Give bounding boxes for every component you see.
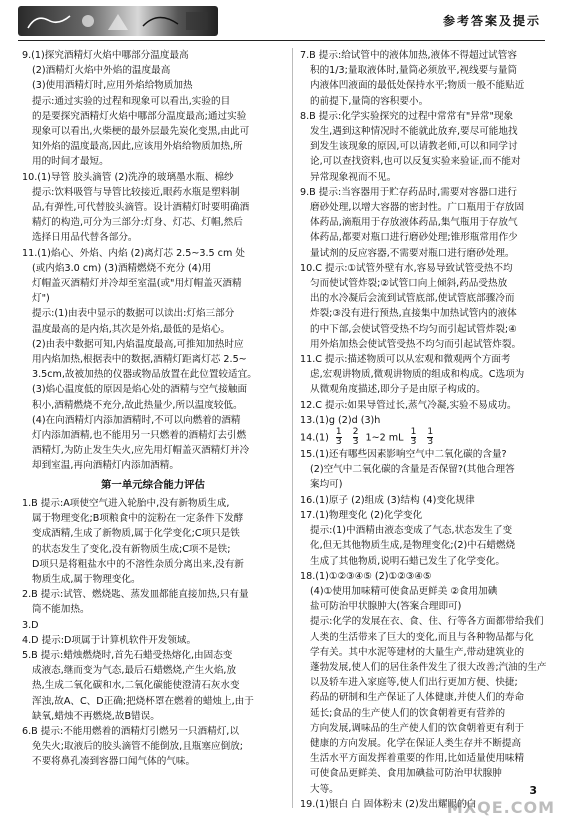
text-line: 生成了其他物质,说明石蜡已发生了化学变化。 (310, 555, 505, 567)
left-column (22, 48, 284, 770)
text-line: 选择日用品代替各部分。 (32, 232, 138, 244)
answer-block-7-12 (300, 48, 550, 413)
text-line: 大等。 (310, 783, 339, 795)
text-line: 健康的方向发展。化学在保证人类生存并不断提高 (310, 737, 522, 749)
text-line: 灯帽盖灭酒精灯并冷却至室温(或"用灯帽盖灭酒精 (32, 278, 242, 290)
text-line: 知外焰的温度最高,因此,应该用外焰给物质加热,所 (32, 141, 243, 153)
answer-13: 13.(1)g (2)d (3)h (300, 414, 381, 426)
text-line: 浑浊,故A、C、D正确;把烧杯罩在燃着的蜡烛上,由于 (32, 695, 254, 707)
answer-block-11 (22, 246, 284, 474)
text-line: 盐可防治甲状腺肿大(答案合理即可) (310, 601, 462, 613)
text-line: 4.D 提示:D项属于计算机软件开发领域。 (22, 634, 197, 646)
fraction: $\frac{1}{3}$ (410, 427, 417, 448)
text-line: 磨砂处理,以增大容器的密封性。广口瓶用于存放固 (310, 202, 525, 214)
text-line: (2)酒精灯火焰中外焰的温度最高 (32, 65, 171, 77)
text-line: 用内焰加热,根据表中的数据,酒精灯距离灯芯 2.5~ (32, 354, 247, 366)
text-line: 药品的研制和生产保证了人体健康,并使人们的寿命 (310, 692, 525, 704)
text-line: 品,有弹性,可代替胶头滴管。设计酒精灯时要明确酒 (32, 202, 250, 214)
text-line: 1.B 提示:A项使空气进入轮胎中,没有新物质生成, (22, 497, 230, 509)
text-line: (2)由表中数据可知,内焰温度最高,可推知加热时应 (32, 338, 244, 350)
text-line: 匀而使试管炸裂;②试管口向上倾斜,药品受热放 (310, 278, 508, 290)
answer-14: 14.(1) $\frac{1}{3}$ $\frac{2}{3}$ 1~2 mL $\frac{1}{3}$ $\frac{1}{3}$ (300, 427, 434, 448)
fraction: $\frac{1}{3}$ (427, 427, 434, 448)
text-line: 提示:饮料吸管与导管比较接近,眼药水瓶是塑料制 (32, 186, 240, 198)
text-line: 精灯的构造,可分为三部分:灯身、灯芯、灯帽,然后 (32, 217, 243, 229)
text-line: 蓬勃发展,使人们的居住条件发生了很大改善;汽油的生产 (310, 661, 547, 673)
text-line: 灯") (32, 293, 50, 305)
text-line: 16.(1)原子 (2)组成 (3)结构 (4)变化规律 (300, 494, 475, 506)
text-line: 学有关。其中水泥等建材的大量生产,带动建筑业的 (310, 646, 525, 658)
text-line: 的状态发生了变化,没有新物质生成;C项不是铁; (32, 543, 231, 555)
text-line: 2.B 提示:试管、燃烧匙、蒸发皿都能直接加热,只有量 (22, 589, 249, 601)
fraction: $\frac{2}{3}$ (352, 427, 359, 448)
text-line: 生活水平方面发挥着重要的作用,比如适量使用味精 (310, 753, 525, 765)
fraction: $\frac{1}{3}$ (335, 427, 342, 448)
page-header (0, 0, 563, 42)
text-line: 免失火;取液后的胶头滴管不能倒放,且瓶塞应倒放; (32, 741, 243, 753)
text-line: 现象可以看出,火柴梗的最外层最先炭化变黑,由此可 (32, 126, 250, 138)
text-line: 体药品,都要对瓶口进行磨砂处理;锥形瓶常用作少 (310, 232, 518, 244)
text-line: 的中下部,会使试管受热不均匀而引起试管炸裂;④ (310, 323, 517, 335)
text-line: 3.5cm,故被加热的仪器或物品放置在此位置较适宜。 (32, 369, 257, 381)
right-column (300, 48, 550, 812)
text-line: 体药品,滴瓶用于存放液体药品,集气瓶用于存放气 (310, 217, 518, 229)
text-line: 物质生成,属于物理变化。 (32, 573, 141, 585)
text-line: 出的水冷凝后会流到试管底部,使试管底部骤冷而 (310, 293, 515, 305)
text-line: 可使食品更鲜美、食用加碘盐可防治甲状腺肿 (310, 768, 502, 780)
banner-decoration-icon (18, 6, 218, 36)
text-line: 6.B 提示:不能用燃着的酒精灯引燃另一只酒精灯,以 (22, 725, 239, 737)
answer-block-15-19 (300, 447, 550, 812)
text-line: 18.(1)①②③④⑤ (2)①②③④⑤ (300, 570, 432, 582)
text-line: 缺氧,蜡烛不再燃烧,故B错误。 (32, 710, 160, 722)
text-line: 灯内添加酒精,也不能用另一只燃着的酒精灯去引燃 (32, 430, 247, 442)
text-line: (2)空气中二氧化碳的含量是否保留?(其他合理答 (310, 464, 515, 476)
text-line: 8.B 提示:化学实验探究的过程中常常有"异常"现象 (300, 110, 514, 122)
text-line: 内液体凹液面的最低处保持水平;物质一般不能贴近 (310, 80, 525, 92)
text-line: 用的时间才最短。 (32, 156, 109, 168)
text-line: 化,但无其他物质生成,是物理变化;(2)中石蜡燃烧 (310, 540, 516, 552)
text-line: 以及轿车进入家庭等,使人们出行更加方便、快捷; (310, 677, 518, 689)
text-line: 变成酒精,生成了新物质,属于化学变化;C项只是铁 (32, 528, 240, 540)
answer-block-9 (22, 48, 284, 170)
text-line: 9.B 提示:当容器用于贮存药品时,需要对容器口进行 (300, 186, 517, 198)
text-line: (3)焰心温度低的原因是焰心处的酒精与空气接触面 (32, 384, 248, 396)
text-line: 的是要探究酒精灯火焰中哪部分温度最高;通过实验 (32, 110, 247, 122)
text-line: 发生,遇到这种情况时不能就此放弃,要尽可能地找 (310, 126, 518, 138)
text-line: 虑,宏观讲物质,微观讲物质的组成和构成。C选项为 (310, 369, 525, 381)
text-line: 筒不能加热。 (32, 604, 90, 616)
text-line: 提示:化学的发展在衣、食、住、行等各方面都带给我们 (310, 616, 544, 628)
text-line: 3.D (22, 619, 39, 631)
text-line: 提示:(1)由表中显示的数据可以读出:灯焰三部分 (32, 308, 235, 320)
text-line: 11.(1)焰心、外焰、内焰 (2)离灯芯 2.5~3.5 cm 处 (22, 247, 245, 259)
text-line: 12.C 提示:如果导管过长,蒸气冷凝,实验不易成功。 (300, 399, 517, 411)
text-line: 19.(1)银白 白 固体粉末 (2)发出耀眼的白 (300, 798, 477, 810)
text-line: 热,生成二氧化碳和水,二氧化碳能使澄清石灰水变 (32, 680, 240, 692)
text-line: 属于物理变化;B项粮食中的淀粉在一定条件下发酵 (32, 513, 244, 525)
text-line: 用外焰加热会使试管受热不均匀而引起试管炸裂。 (310, 338, 522, 350)
header-title: 参考答案及提示 (442, 14, 541, 28)
text-line: 从微观角度描述,即分子是由原子构成的。 (310, 384, 486, 396)
text-line: 积小,酒精燃烧不充分,故此热量少,所以温度较低。 (32, 399, 243, 411)
text-line: 酒精灯,为防止发生失火,应先用灯帽盖灭酒精灯并冷 (32, 445, 250, 457)
text-line: 提示:通过实验的过程和现象可以看出,实验的目 (32, 95, 231, 107)
column-divider (292, 48, 293, 808)
watermark: MXQE.COM (446, 798, 555, 817)
unit-assessment-answers (22, 496, 284, 770)
text-line: 的前提下,量筒的容积要小。 (310, 95, 429, 107)
text-line: 却到室温,再向酒精灯内添加酒精。 (32, 460, 179, 472)
text-line: 延长;食品的生产使人们的饮食朝着更有营养的 (310, 707, 506, 719)
answer-14-label: 14. (300, 432, 316, 444)
text-line: 提示:(1)中酒精由液态变成了气态,状态发生了变 (310, 525, 513, 537)
text-line: 7.B 提示:给试管中的液体加热,液体不得超过试管容 (300, 50, 517, 61)
text-line: 人类的生活带来了巨大的变化,而且与各种物品都与化 (310, 631, 534, 643)
text-line: 5.B 提示:蜡烛燃烧时,首先石蜡受热熔化,由固态变 (22, 649, 233, 661)
text-line: 案均可) (310, 479, 343, 491)
text-line: 11.C 提示:描述物质可以从宏观和微观两个方面考 (300, 354, 511, 366)
answer-14-volume: 1~2 mL (365, 432, 404, 444)
text-line: 成液态,继而变为气态,最后石蜡燃烧,产生火焰,放 (32, 665, 237, 677)
text-line: D项只是将粗盐水中的不溶性杂质分离出来,没有新 (32, 558, 244, 570)
text-line: 温度最高的是内焰,其次是外焰,最低的是焰心。 (32, 323, 230, 335)
answer-block-10 (22, 170, 284, 246)
section-title: 第一单元综合能力评估 (101, 478, 205, 491)
text-line: 异常现象视而不见。 (310, 171, 397, 183)
text-line: (4)①使用加味精可使食品更鲜美 ②食用加碘 (310, 585, 498, 597)
text-line: 积的1/3;量取液体时,量筒必须放平,视线要与量筒 (310, 65, 518, 77)
page-number: 3 (529, 784, 537, 797)
text-line: 9.(1)探究酒精灯火焰中哪部分温度最高 (22, 50, 189, 61)
header-banner-image (18, 6, 218, 36)
text-line: 10.C 提示:①试管外壁有水,容易导致试管受热不均 (300, 262, 513, 274)
header-divider (18, 40, 545, 41)
text-line: 量试剂的反应容器,不需要对瓶口进行磨砂处理。 (310, 247, 515, 259)
text-line: 炸裂;③没有进行预热,直接集中加热试管内的液体 (310, 308, 517, 320)
text-line: 10.(1)导管 胶头滴管 (2)洗净的玻璃墨水瓶、棉纱 (22, 171, 234, 183)
text-line: (3)使用酒精灯时,应用外焰给物质加热 (32, 80, 193, 92)
text-line: 不要将鼻孔凑到容器口闻气体的气味。 (32, 756, 196, 768)
text-line: 15.(1)还有哪些因素影响空气中二氧化碳的含量? (300, 449, 507, 461)
text-line: 论,可以查找资料,也可以反复实验来验证,而不能对 (310, 156, 521, 168)
text-line: 17.(1)物理变化 (2)化学变化 (300, 509, 423, 521)
text-line: 到发生该现象的原因,可以请教老师,可以和同学讨 (310, 141, 518, 153)
text-line: 方向发展,调味品的生产使人们的饮食朝着更有利于 (310, 722, 525, 734)
text-line: (4)在向酒精灯内添加酒精时,不可以向燃着的酒精 (32, 414, 241, 426)
text-line: (或内焰3.0 cm) (3)酒精燃烧不充分 (4)用 (32, 262, 212, 274)
